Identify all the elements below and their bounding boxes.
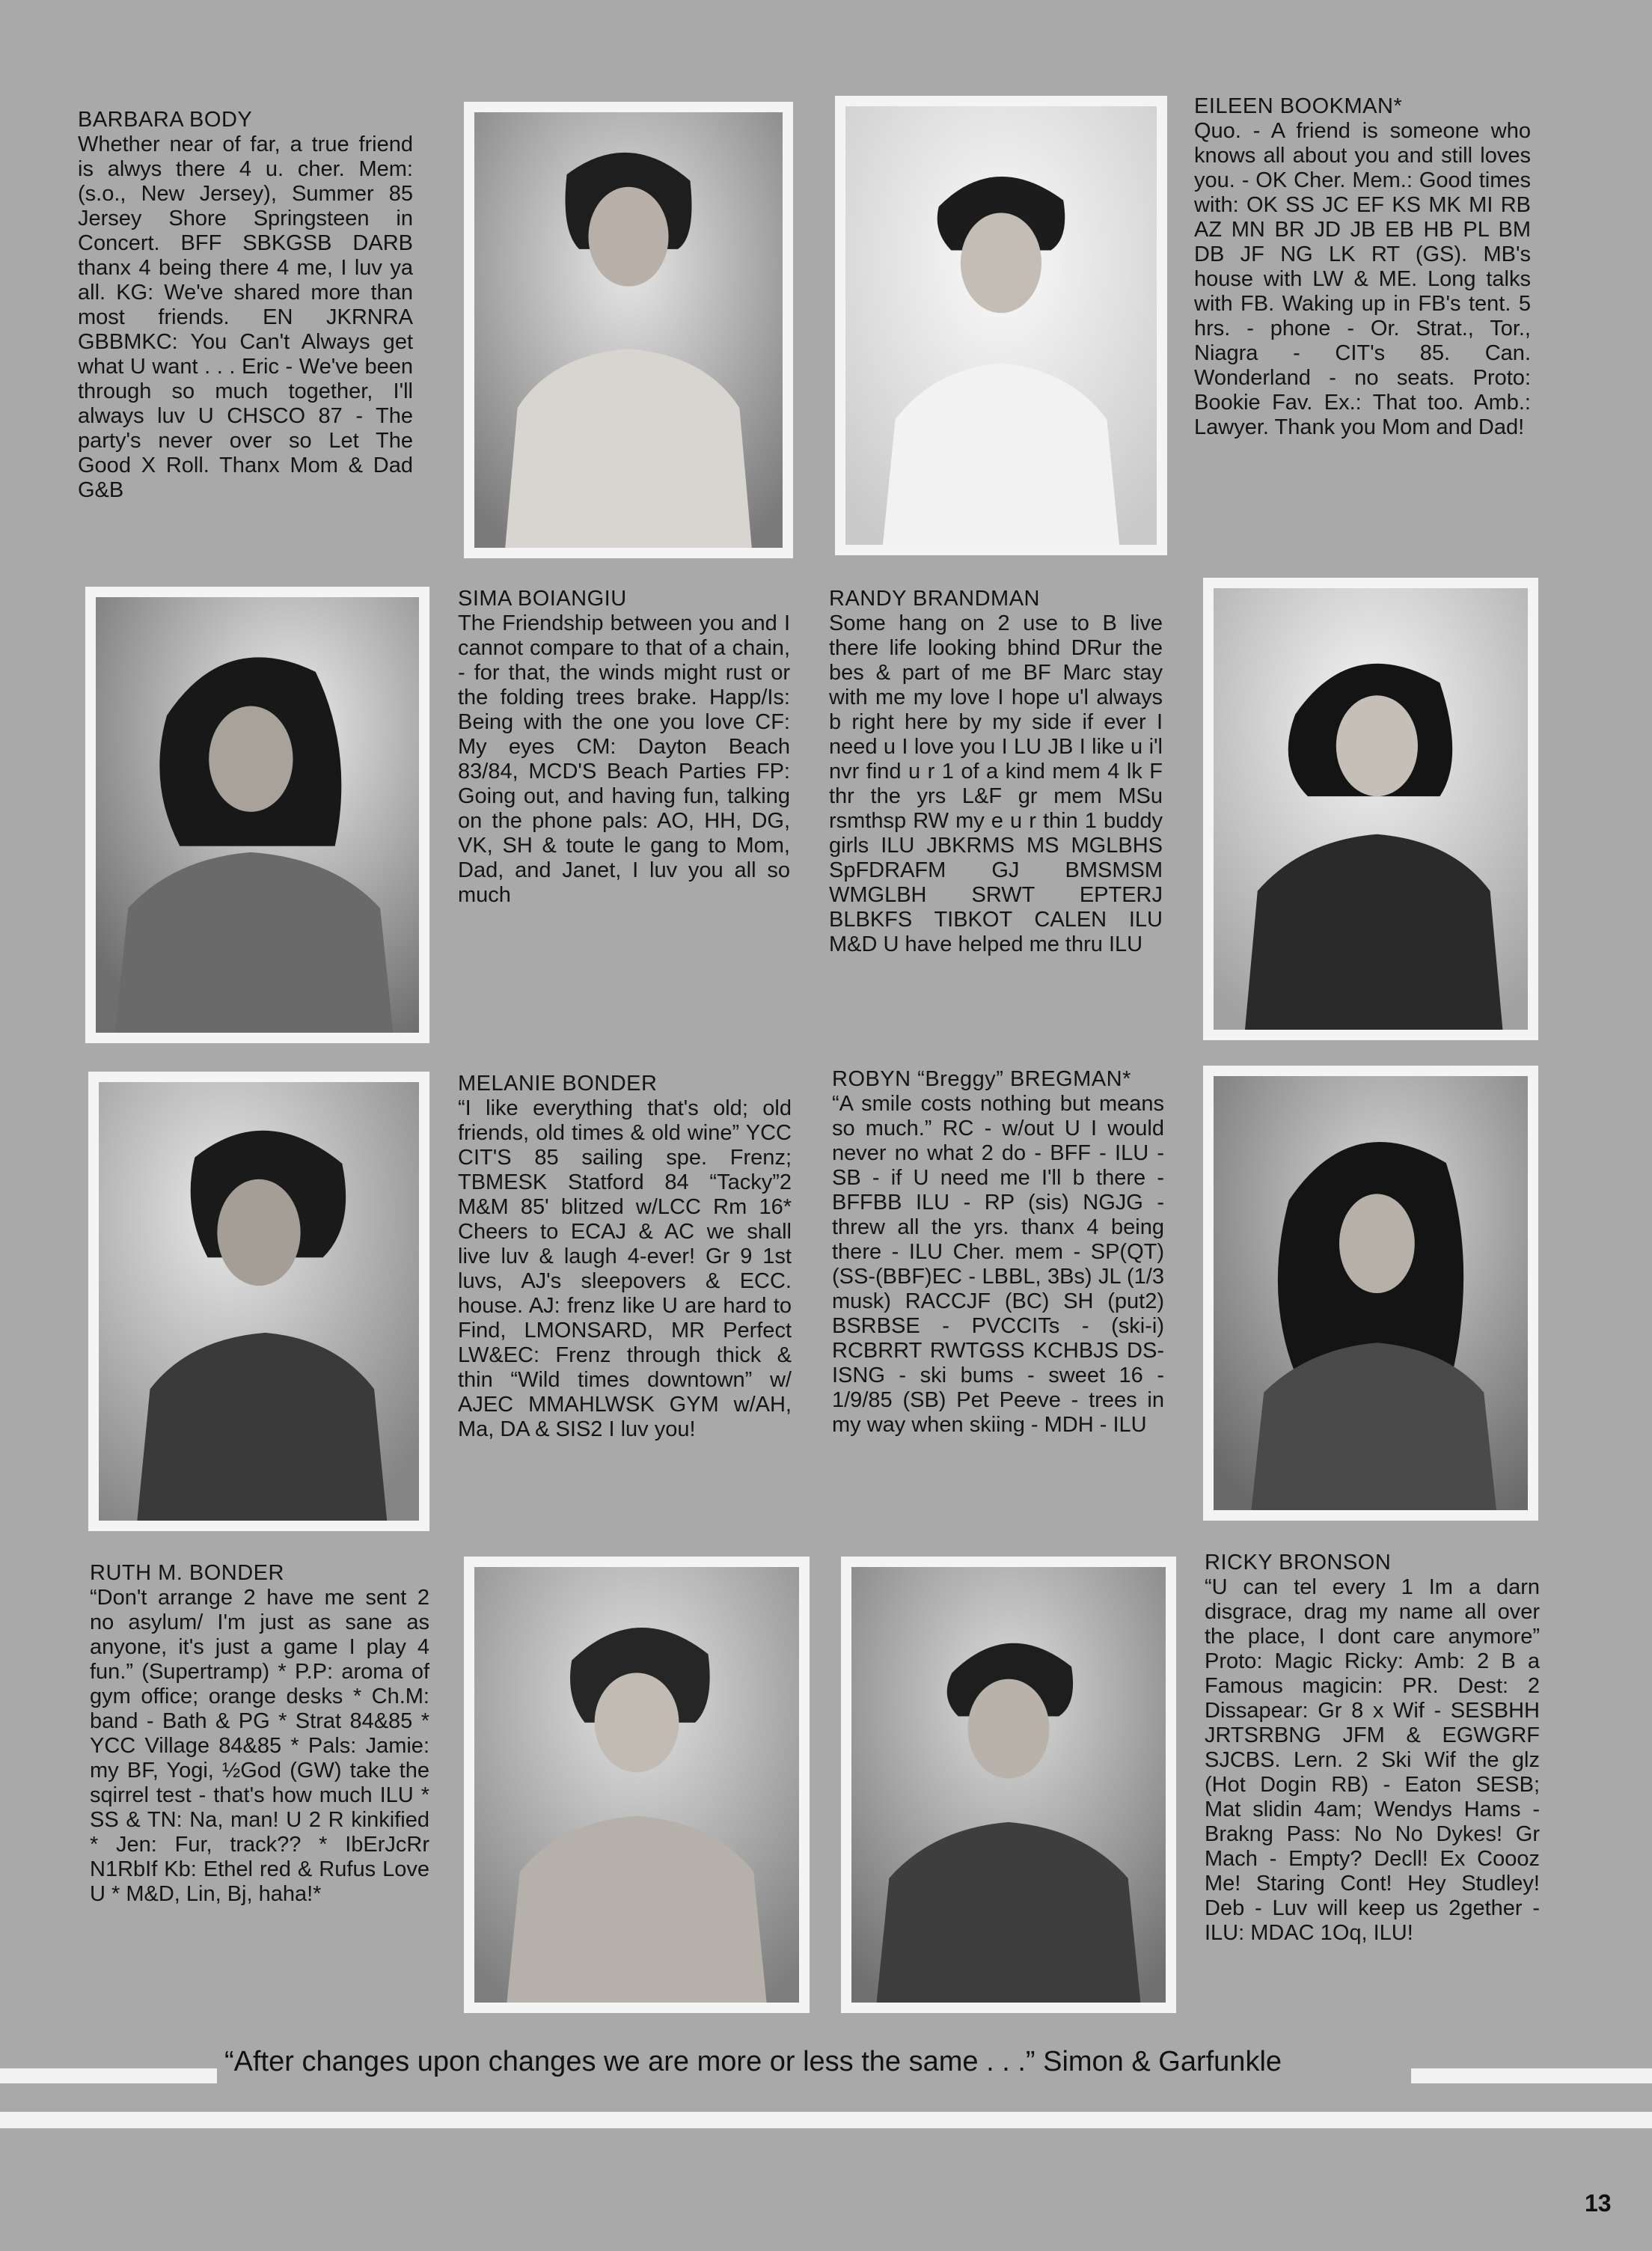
blurb-randy-brandman: [829, 587, 1163, 957]
student-blurb: “A smile costs nothing but means so much.” RC - w/out U I would never no what 2 do - BFF - ILU - SB - if U need me I'll b there - BFFBB ILU - RP (sis) NGJG - threw all the yrs. thanx 4 being there - ILU Cher. mem - SP(QT) (SS-(BBF)EC - LBBL, 3Bs) JL (1/3 musk) RACCJF (BC) SH (put2) BSRBSE - PVCCITs - (ski-i) RCBRRT RWTGSS KCHBJS DS-ISNG - ski bums - sweet 16 - 1/9/85 (SB) Pet Peeve - trees in my way when skiing - MDH - ILU: [832, 1092, 1164, 1437]
student-blurb: “U can tel every 1 Im a darn disgrace, drag my name all over the place, I dont care anymore” Proto: Magic Ricky: Amb: 2 B a Famous magicin: PR. Dest: 2 Dissapear: Gr 8 x Wif - SESBHH JRTSRBNG JFM & EGWGRF SJCBS. Lern. 2 Ski Wif the glz (Hot Dogin RB) - Eaton SESB; Mat slidin 4am; Wendys Hams - Brakng Pass: No No Dykes! Gr Mach - Empty? Decll! Ex Coooz Me! Staring Cont! Hey Studley! Deb - Luv will keep us 2gether - ILU: MDAC 1Oq, ILU!: [1205, 1575, 1540, 1945]
student-name: BARBARA BODY: [78, 108, 253, 132]
student-name: ROBYN “Breggy” BREGMAN*: [832, 1067, 1131, 1091]
blurb-sima-boiangiu: [458, 587, 790, 908]
student-name: EILEEN BOOKMAN*: [1194, 94, 1403, 118]
portrait-photo-robyn-bregman: [1203, 1066, 1538, 1521]
blurb-melanie-bonder: [458, 1072, 792, 1442]
blurb-robyn-bregman: [832, 1067, 1164, 1438]
divider-rule-right: [1411, 2068, 1652, 2083]
student-blurb: “I like everything that's old; old friends, old times & old wine” YCC CIT'S 85 sailing spe. Frenz; TBMESK Statford 84 “Tacky”2 M&M 85' blitzed w/LCC Rm 16* Cheers to ECAJ & AC we shall live luv & laugh 4-ever! Gr 9 1st luvs, AJ's sleepovers & ECC. house. AJ: frenz like U are hard to Find, LMONSARD, MR Perfect LW&EC: Frenz through thick & thin “Wild times downtown” w/ AJEC MMAHLWSK GYM w/AH, Ma, DA & SIS2 I luv you!: [458, 1096, 792, 1441]
blurb-eileen-bookman: [1194, 94, 1531, 440]
divider-rule-bottom: [0, 2112, 1652, 2128]
portrait-photo-melanie-bonder: [88, 1072, 429, 1531]
student-blurb: “Don't arrange 2 have me sent 2 no asylum/ I'm just as sane as anyone, it's just a game I play 4 fun.” (Supertramp) * P.P: aroma of gym office; orange desks * Ch.M: band - Bath & PG * Strat 84&85 * YCC Village 84&85 * Pals: Jamie: my BF, Yogi, ½God (GW) take the sqirrel test - that's how much ILU * SS & TN: Na, man! U 2 R kinkified * Jen: Fur, track?? * IbErJcRr N1RbIf Kb: Ethel red & Rufus Love U * M&D, Lin, Bj, haha!*: [90, 1586, 429, 1906]
student-blurb: Whether near of far, a true friend is alwys there 4 u. cher. Mem: (s.o., New Jersey), Summer 85 Jersey Shore Springsteen in Concert. BFF SBKGSB DARB thanx 4 being there 4 me, I luv ya all. KG: We've shared more than most friends. EN JKRNRA GBBMKC: You Can't Always get what U want . . . Eric - We've been through so much together, I'll always luv U CHSCO 87 - The party's never over so Let The Good X Roll. Thanx Mom & Dad G&B: [78, 132, 413, 502]
blurb-barbara-body: [78, 108, 413, 503]
student-name: RICKY BRONSON: [1205, 1551, 1392, 1575]
student-blurb: Some hang on 2 use to B live there life looking bhind DRur the bes & part of me BF Marc stay with me my love I hope u'l always b right here by my side if ever I need u I love you I LU JB I like u i'l nvr find u r 1 of a kind mem 4 lk F thr the yrs L&F gr mem MSu rsmthsp RW my e u r thin 1 buddy girls ILU JBKRMS MS MGLBHS SpFDRAFM GJ BMSMSM WMGLBH SRWT EPTERJ BLBKFS TIBKOT CALEN ILU M&D U have helped me thru ILU: [829, 611, 1163, 956]
divider-rule-left: [0, 2068, 217, 2083]
portrait-photo-ricky-bronson: [841, 1557, 1176, 2013]
page-number: 13: [1585, 2190, 1612, 2217]
student-name: RANDY BRANDMAN: [829, 587, 1041, 611]
student-name: SIMA BOIANGIU: [458, 587, 627, 611]
student-name: MELANIE BONDER: [458, 1072, 658, 1096]
blurb-ricky-bronson: [1205, 1551, 1540, 1946]
blurb-ruth-bonder: [90, 1561, 429, 1907]
footer-quote: “After changes upon changes we are more or less the same . . .” Simon & Garfunkle: [224, 2046, 1282, 2077]
student-blurb: The Friendship between you and I cannot compare to that of a chain, - for that, the winds might rust or the folding trees brake. Happ/Is: Being with the one you love CF: My eyes CM: Dayton Beach 83/84, MCD'S Beach Parties FP: Going out, and having fun, talking on the phone pals: AO, HH, DG, VK, SH & toute le gang to Mom, Dad, and Janet, I luv you all so much: [458, 611, 790, 907]
portrait-photo-eileen-bookman: [835, 96, 1167, 555]
student-blurb: Quo. - A friend is someone who knows all about you and still loves you. - OK Cher. Mem.: Good times with: OK SS JC EF KS MK MI RB AZ MN BR JD JB EB HB PL BM DB JF NG LK RT (GS). MB's house with LW & ME. Long talks with FB. Waking up in FB's tent. 5 hrs. - phone - Or. Strat., Tor., Niagra - CIT's 85. Can. Wonderland - no seats. Proto: Bookie Fav. Ex.: That too. Amb.: Lawyer. Thank you Mom and Dad!: [1194, 119, 1531, 439]
portrait-photo-ruth-bonder: [464, 1557, 810, 2013]
student-name: RUTH M. BONDER: [90, 1561, 284, 1585]
portrait-photo-randy-brandman: [1203, 578, 1538, 1040]
portrait-photo-sima-boiangiu: [85, 587, 429, 1043]
portrait-photo-barbara-body: [464, 102, 793, 558]
